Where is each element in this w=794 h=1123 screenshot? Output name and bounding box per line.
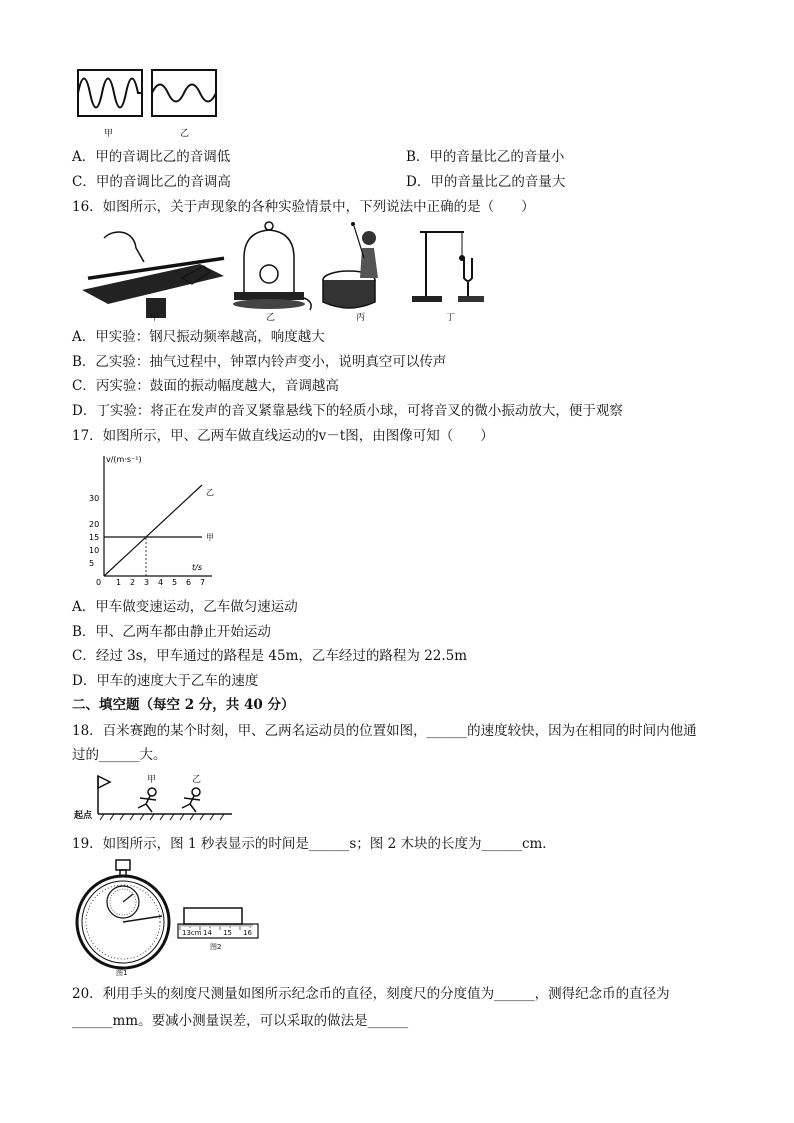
y-tick-label-30: 30 (89, 494, 100, 503)
ruler-label-15: 15 (223, 929, 232, 937)
series-line-yi (104, 485, 202, 576)
experiment-bing-drum (323, 222, 378, 308)
runner-yi (182, 788, 200, 812)
q17-option-a: A．甲车做变速运动，乙车做匀速运动 (72, 599, 298, 615)
y-tick-label-15: 15 (89, 533, 100, 542)
q17-stem: 17．如图所示，甲、乙两车做直线运动的v－t图，由图像可知（ ） (72, 428, 494, 444)
stopwatch-and-ruler (70, 858, 270, 978)
q16-option-c: C．丙实验：鼓面的振动幅度越大，音调越高 (72, 378, 339, 394)
series-label-jia: 甲 (206, 533, 214, 542)
y-tick-label-5: 5 (89, 559, 95, 568)
experiment-ding-fork (412, 232, 484, 302)
start-flag (98, 776, 110, 788)
stopwatch (77, 860, 169, 968)
q15-fig-label-yi: 乙 (180, 129, 190, 139)
q19-figure (70, 858, 270, 978)
q15-fig-label-jia: 甲 (104, 129, 114, 139)
x-tick-label-7: 7 (200, 578, 206, 587)
q15-option-b: B．甲的音量比乙的音量小 (406, 149, 565, 165)
q20-line2: ______mm。要减小测量误差，可以采取的做法是______ (72, 1013, 409, 1029)
q16-experiments (74, 218, 504, 323)
vt-chart-svg (84, 450, 234, 590)
q16-option-b: B．乙实验：抽气过程中，钟罩内铃声变小，说明真空可以传声 (72, 354, 447, 370)
q20-line1: 20．利用手头的刻度尺测量如图所示纪念币的直径，刻度尺的分度值为______，测得纪念币的直径为 (72, 986, 670, 1002)
waveform-yi (152, 85, 216, 102)
waveform-jia-box (78, 70, 142, 116)
q16-stem: 16．如图所示，关于声现象的各种实验情景中，下列说法中正确的是（ ） (72, 199, 535, 215)
q16-fig-label-bing: 丙 (356, 313, 366, 323)
q18-runner-label-jia: 甲 (147, 775, 157, 785)
ruler-label-16: 16 (243, 929, 252, 937)
q17-option-c: C．经过 3s，甲车通过的路程是 45m，乙车经过的路程为 22.5m (72, 648, 468, 664)
q16-figure (74, 218, 504, 323)
q15-option-a: A．甲的音调比乙的音调低 (72, 149, 231, 165)
q16-fig-label-yi: 乙 (266, 313, 276, 323)
waveform-jia (78, 79, 142, 108)
q15-option-d: D．甲的音量比乙的音量大 (406, 174, 566, 190)
q18-race-figure (74, 770, 244, 824)
q17-vt-chart (84, 450, 234, 590)
q15-option-c: C．甲的音调比乙的音调高 (72, 174, 231, 190)
q17-option-d: D．甲车的速度大于乙车的速度 (72, 673, 259, 689)
q18-runner-label-yi: 乙 (192, 775, 202, 785)
x-tick-label-5: 5 (172, 578, 178, 587)
y-tick-label-10: 10 (89, 546, 100, 555)
q15-figure (74, 66, 224, 138)
x-tick-label-1: 1 (116, 578, 122, 587)
q18-start-label: 起点 (74, 811, 93, 821)
q16-fig-label-jia: 甲 (150, 313, 160, 323)
x-tick-label-3: 3 (144, 578, 150, 587)
q16-option-a: A．甲实验：钢尺振动频率越高，响度越大 (72, 329, 325, 345)
q16-option-d: D．丁实验：将正在发声的音叉紧靠悬线下的轻质小球，可将音叉的微小振动放大，便于观察 (72, 403, 623, 419)
x-tick-label-2: 2 (130, 578, 136, 587)
y-tick-label-20: 20 (89, 520, 100, 529)
q18-line2: 过的______大。 (72, 747, 167, 763)
section-2-title: 二、填空题（每空 2 分，共 40 分） (72, 697, 295, 713)
q15-waveforms (74, 66, 224, 138)
q17-option-b: B．甲、乙两车都由静止开始运动 (72, 624, 271, 640)
y-axis-label: v/(m·s⁻¹) (106, 455, 142, 464)
q19-fig1-label: 图1 (116, 969, 128, 977)
experiment-yi-belljar (233, 222, 311, 310)
ruler-label-14: 14 (203, 929, 212, 937)
race-track (74, 770, 244, 824)
series-label-yi: 乙 (206, 488, 214, 497)
x-tick-label-6: 6 (186, 578, 192, 587)
x-axis-label: t/s (192, 563, 202, 572)
experiment-jia-ruler (82, 232, 224, 318)
q18-line1: 18．百米赛跑的某个时刻，甲、乙两名运动员的位置如图，______的速度较快，因为在相同的时间内他通 (72, 723, 697, 739)
origin-label: 0 (96, 578, 102, 587)
runner-jia (138, 788, 156, 812)
x-tick-label-4: 4 (158, 578, 164, 587)
q19-stem: 19．如图所示，图 1 秒表显示的时间是______s；图 2 木块的长度为______cm． (72, 836, 556, 852)
q19-fig2-label: 图2 (210, 943, 222, 951)
ruler-label-13cm: 13cm (182, 929, 202, 937)
q16-fig-label-ding: 丁 (446, 313, 456, 323)
